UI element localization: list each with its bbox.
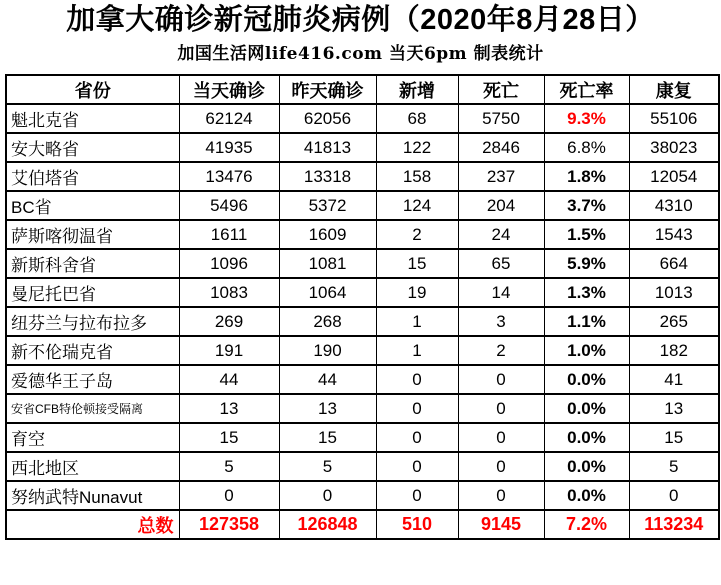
cell-yesterday-confirmed: 190 bbox=[279, 336, 376, 365]
cell-new-cases: 15 bbox=[376, 249, 458, 278]
total-row bbox=[6, 510, 719, 539]
cell-deaths: 204 bbox=[458, 191, 544, 220]
cell-recovered: 12054 bbox=[629, 162, 719, 191]
cell-deaths: 0 bbox=[458, 481, 544, 510]
cell-new-cases: 124 bbox=[376, 191, 458, 220]
column-header-yesterday-confirmed: 昨天确诊 bbox=[279, 75, 376, 104]
cell-recovered: 182 bbox=[629, 336, 719, 365]
cell-today-confirmed: 44 bbox=[179, 365, 279, 394]
cell-death-rate: 0.0% bbox=[544, 481, 629, 510]
cell-death-rate: 1.8% bbox=[544, 162, 629, 191]
cell-new-cases: 0 bbox=[376, 394, 458, 423]
cell-death-rate: 1.0% bbox=[544, 336, 629, 365]
total-deaths: 9145 bbox=[458, 510, 544, 539]
cell-recovered: 5 bbox=[629, 452, 719, 481]
cell-yesterday-confirmed: 62056 bbox=[279, 104, 376, 133]
total-today-confirmed: 127358 bbox=[179, 510, 279, 539]
cell-yesterday-confirmed: 0 bbox=[279, 481, 376, 510]
cell-recovered: 664 bbox=[629, 249, 719, 278]
total-death-rate: 7.2% bbox=[544, 510, 629, 539]
table-row bbox=[6, 220, 719, 249]
cell-new-cases: 19 bbox=[376, 278, 458, 307]
cell-today-confirmed: 13476 bbox=[179, 162, 279, 191]
cell-death-rate: 3.7% bbox=[544, 191, 629, 220]
province-name: 艾伯塔省 bbox=[6, 162, 179, 191]
cell-yesterday-confirmed: 13318 bbox=[279, 162, 376, 191]
column-header-province: 省份 bbox=[6, 75, 179, 104]
province-name: 安省CFB特伦顿接受隔离 bbox=[6, 394, 179, 423]
page bbox=[0, 2, 721, 585]
province-name: 曼尼托巴省 bbox=[6, 278, 179, 307]
cell-new-cases: 0 bbox=[376, 423, 458, 452]
cell-death-rate: 5.9% bbox=[544, 249, 629, 278]
total-recovered: 113234 bbox=[629, 510, 719, 539]
table-row bbox=[6, 452, 719, 481]
cell-deaths: 0 bbox=[458, 365, 544, 394]
cell-today-confirmed: 1611 bbox=[179, 220, 279, 249]
column-header-recovered: 康复 bbox=[629, 75, 719, 104]
province-name: 魁北克省 bbox=[6, 104, 179, 133]
cell-recovered: 15 bbox=[629, 423, 719, 452]
province-name: 新斯科舍省 bbox=[6, 249, 179, 278]
cell-deaths: 0 bbox=[458, 423, 544, 452]
page-subtitle: 加国生活网life416.com 当天6pm 制表统计 bbox=[177, 44, 544, 64]
cell-today-confirmed: 62124 bbox=[179, 104, 279, 133]
column-header-new-cases: 新增 bbox=[376, 75, 458, 104]
table-row bbox=[6, 394, 719, 423]
cell-yesterday-confirmed: 1081 bbox=[279, 249, 376, 278]
column-header-today-confirmed: 当天确诊 bbox=[179, 75, 279, 104]
cell-today-confirmed: 0 bbox=[179, 481, 279, 510]
cell-yesterday-confirmed: 41813 bbox=[279, 133, 376, 162]
cell-death-rate: 0.0% bbox=[544, 423, 629, 452]
column-header-deaths: 死亡 bbox=[458, 75, 544, 104]
cell-yesterday-confirmed: 44 bbox=[279, 365, 376, 394]
table-row bbox=[6, 191, 719, 220]
cell-recovered: 0 bbox=[629, 481, 719, 510]
province-name: 西北地区 bbox=[6, 452, 179, 481]
cell-recovered: 38023 bbox=[629, 133, 719, 162]
cell-today-confirmed: 1096 bbox=[179, 249, 279, 278]
cell-yesterday-confirmed: 13 bbox=[279, 394, 376, 423]
cell-today-confirmed: 13 bbox=[179, 394, 279, 423]
cell-new-cases: 0 bbox=[376, 481, 458, 510]
cell-death-rate: 1.5% bbox=[544, 220, 629, 249]
cell-deaths: 24 bbox=[458, 220, 544, 249]
table-row bbox=[6, 336, 719, 365]
cell-recovered: 1543 bbox=[629, 220, 719, 249]
table-row bbox=[6, 249, 719, 278]
table-row bbox=[6, 278, 719, 307]
province-name: 新不伦瑞克省 bbox=[6, 336, 179, 365]
total-new-cases: 510 bbox=[376, 510, 458, 539]
total-label: 总数 bbox=[6, 510, 179, 539]
cell-today-confirmed: 1083 bbox=[179, 278, 279, 307]
cell-new-cases: 0 bbox=[376, 452, 458, 481]
cell-deaths: 2846 bbox=[458, 133, 544, 162]
province-name: BC省 bbox=[6, 191, 179, 220]
cell-new-cases: 122 bbox=[376, 133, 458, 162]
province-name: 萨斯喀彻温省 bbox=[6, 220, 179, 249]
cell-recovered: 265 bbox=[629, 307, 719, 336]
table-row bbox=[6, 423, 719, 452]
cell-today-confirmed: 5 bbox=[179, 452, 279, 481]
cell-yesterday-confirmed: 1064 bbox=[279, 278, 376, 307]
cell-deaths: 2 bbox=[458, 336, 544, 365]
cell-deaths: 14 bbox=[458, 278, 544, 307]
cell-yesterday-confirmed: 268 bbox=[279, 307, 376, 336]
cell-death-rate: 0.0% bbox=[544, 452, 629, 481]
cell-deaths: 65 bbox=[458, 249, 544, 278]
table-row bbox=[6, 162, 719, 191]
cell-today-confirmed: 15 bbox=[179, 423, 279, 452]
cell-recovered: 13 bbox=[629, 394, 719, 423]
cell-recovered: 41 bbox=[629, 365, 719, 394]
cell-new-cases: 1 bbox=[376, 336, 458, 365]
cell-today-confirmed: 5496 bbox=[179, 191, 279, 220]
cell-deaths: 3 bbox=[458, 307, 544, 336]
cell-yesterday-confirmed: 5372 bbox=[279, 191, 376, 220]
cell-deaths: 5750 bbox=[458, 104, 544, 133]
province-name: 爱德华王子岛 bbox=[6, 365, 179, 394]
cell-deaths: 0 bbox=[458, 452, 544, 481]
table-row bbox=[6, 307, 719, 336]
cell-new-cases: 0 bbox=[376, 365, 458, 394]
cell-deaths: 0 bbox=[458, 394, 544, 423]
cell-new-cases: 2 bbox=[376, 220, 458, 249]
province-name: 安大略省 bbox=[6, 133, 179, 162]
province-name: 纽芬兰与拉布拉多 bbox=[6, 307, 179, 336]
cell-death-rate: 9.3% bbox=[544, 104, 629, 133]
cell-death-rate: 0.0% bbox=[544, 365, 629, 394]
cell-new-cases: 68 bbox=[376, 104, 458, 133]
cell-yesterday-confirmed: 15 bbox=[279, 423, 376, 452]
cell-death-rate: 1.1% bbox=[544, 307, 629, 336]
cell-new-cases: 158 bbox=[376, 162, 458, 191]
page-title: 加拿大确诊新冠肺炎病例（2020年8月28日） bbox=[66, 4, 655, 36]
table-row bbox=[6, 365, 719, 394]
cell-recovered: 4310 bbox=[629, 191, 719, 220]
cell-deaths: 237 bbox=[458, 162, 544, 191]
cell-yesterday-confirmed: 5 bbox=[279, 452, 376, 481]
cell-yesterday-confirmed: 1609 bbox=[279, 220, 376, 249]
table-header-row bbox=[6, 75, 719, 104]
total-yesterday-confirmed: 126848 bbox=[279, 510, 376, 539]
covid-cases-table bbox=[5, 74, 720, 540]
cell-recovered: 55106 bbox=[629, 104, 719, 133]
cell-death-rate: 1.3% bbox=[544, 278, 629, 307]
province-name: 育空 bbox=[6, 423, 179, 452]
table-row bbox=[6, 481, 719, 510]
cell-new-cases: 1 bbox=[376, 307, 458, 336]
cell-death-rate: 6.8% bbox=[544, 133, 629, 162]
cell-today-confirmed: 191 bbox=[179, 336, 279, 365]
cell-today-confirmed: 41935 bbox=[179, 133, 279, 162]
province-name: 努纳武特Nunavut bbox=[6, 481, 179, 510]
table-row bbox=[6, 133, 719, 162]
cell-death-rate: 0.0% bbox=[544, 394, 629, 423]
column-header-death-rate: 死亡率 bbox=[544, 75, 629, 104]
cell-recovered: 1013 bbox=[629, 278, 719, 307]
cell-today-confirmed: 269 bbox=[179, 307, 279, 336]
table-row bbox=[6, 104, 719, 133]
